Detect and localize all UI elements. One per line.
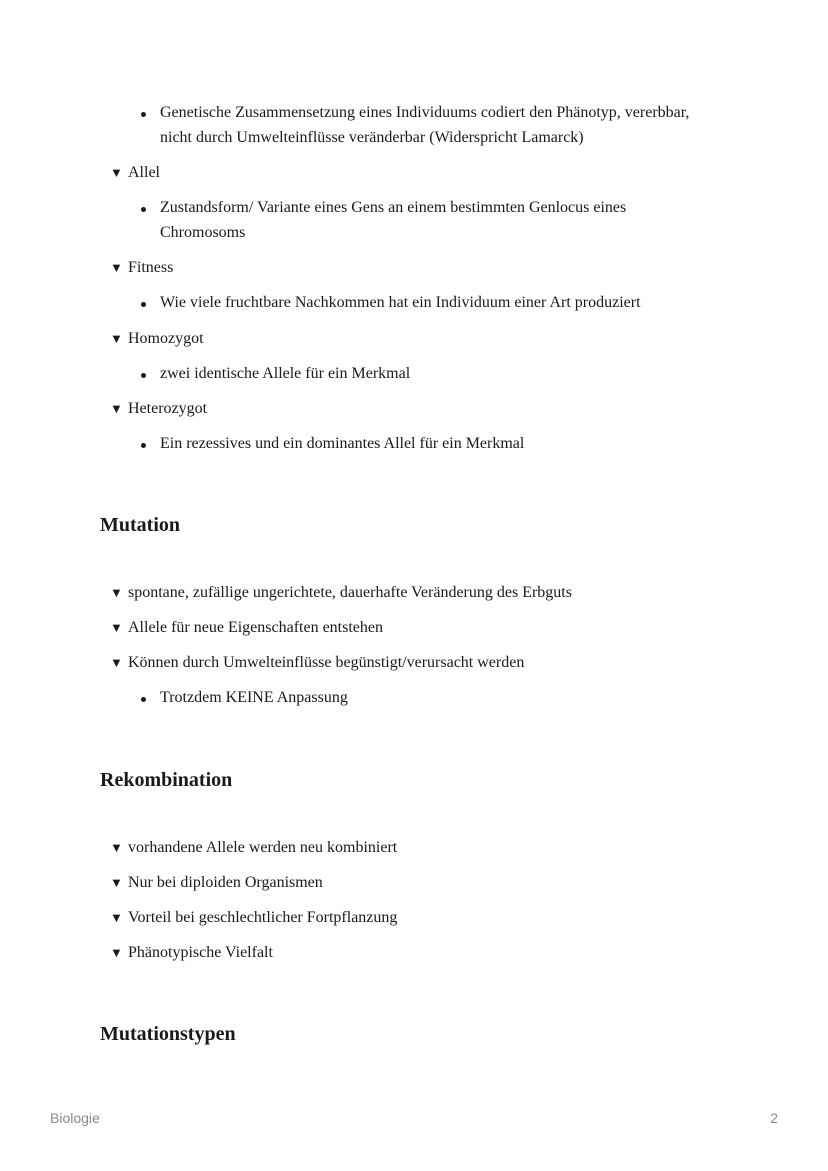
toggle-item[interactable] — [110, 871, 323, 895]
triangle-down-icon[interactable]: ▼ — [110, 840, 123, 855]
footer-subject: Biologie — [50, 1110, 100, 1126]
triangle-down-icon[interactable]: ▼ — [110, 331, 123, 346]
triangle-down-icon[interactable]: ▼ — [110, 585, 123, 600]
toggle-label: Homozygot — [128, 330, 204, 347]
bullet-text: nicht durch Umwelteinflüsse veränderbar (Widerspricht Lamarck) — [160, 129, 584, 146]
toggle-item-allel[interactable] — [110, 161, 160, 185]
triangle-down-icon[interactable]: ▼ — [110, 165, 123, 180]
bullet-dot-icon — [141, 373, 146, 378]
toggle-label: vorhandene Allele werden neu kombiniert — [128, 839, 398, 856]
triangle-down-icon[interactable]: ▼ — [110, 945, 123, 960]
toggle-label: spontane, zufällige ungerichtete, dauerhafte Veränderung des Erbguts — [128, 584, 572, 601]
toggle-item[interactable] — [110, 836, 397, 860]
toggle-item[interactable] — [110, 941, 273, 965]
triangle-down-icon[interactable]: ▼ — [110, 620, 123, 635]
page-number: 2 — [770, 1110, 778, 1126]
toggle-label: Phänotypische Vielfalt — [128, 944, 273, 961]
toggle-label: Vorteil bei geschlechtlicher Fortpflanzung — [128, 909, 398, 926]
toggle-item[interactable] — [110, 906, 397, 930]
bullet-dot-icon — [141, 207, 146, 212]
toggle-item[interactable] — [110, 651, 524, 675]
bullet-text: zwei identische Allele für ein Merkmal — [160, 365, 411, 382]
section-heading-mutation: Mutation — [100, 514, 180, 536]
toggle-item[interactable] — [110, 581, 572, 605]
triangle-down-icon[interactable]: ▼ — [110, 401, 123, 416]
bullet-text: Wie viele fruchtbare Nachkommen hat ein Individuum einer Art produziert — [160, 294, 641, 311]
toggle-item[interactable] — [110, 616, 383, 640]
bullet-text: Ein rezessives und ein dominantes Allel für ein Merkmal — [160, 435, 525, 452]
triangle-down-icon[interactable]: ▼ — [110, 655, 123, 670]
bullet-dot-icon — [141, 112, 146, 117]
bullet-dot-icon — [141, 697, 146, 702]
toggle-item-heterozygot[interactable] — [110, 397, 207, 421]
toggle-item-fitness[interactable] — [110, 256, 173, 280]
bullet-dot-icon — [141, 443, 146, 448]
bullet-text: Genetische Zusammensetzung eines Individuums codiert den Phänotyp, vererbbar, — [160, 104, 690, 121]
toggle-label: Allel — [128, 164, 160, 181]
triangle-down-icon[interactable]: ▼ — [110, 875, 123, 890]
bullet-text: Zustandsform/ Variante eines Gens an einem bestimmten Genlocus eines — [160, 199, 627, 216]
bullet-dot-icon — [141, 302, 146, 307]
bullet-text: Trotzdem KEINE Anpassung — [160, 689, 348, 706]
toggle-label: Fitness — [128, 259, 174, 276]
section-heading-mutationstypen: Mutationstypen — [100, 1023, 236, 1045]
section-heading-rekombination: Rekombination — [100, 769, 233, 791]
toggle-label: Allele für neue Eigenschaften entstehen — [128, 619, 383, 636]
toggle-label: Nur bei diploiden Organismen — [128, 874, 323, 891]
triangle-down-icon[interactable]: ▼ — [110, 260, 123, 275]
toggle-label: Heterozygot — [128, 400, 208, 417]
bullet-text: Chromosoms — [160, 224, 246, 241]
toggle-item-homozygot[interactable] — [110, 327, 204, 351]
toggle-label: Können durch Umwelteinflüsse begünstigt/verursacht werden — [128, 654, 525, 671]
triangle-down-icon[interactable]: ▼ — [110, 910, 123, 925]
